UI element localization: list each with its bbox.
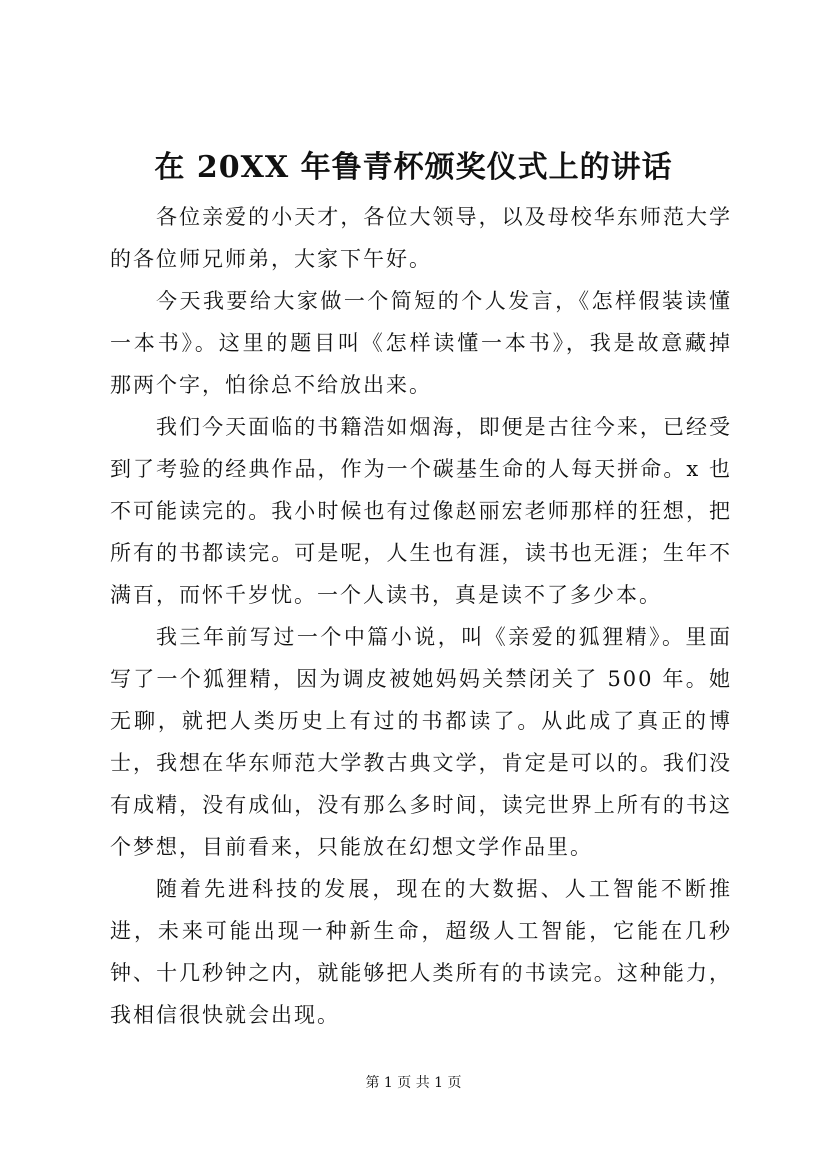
paragraph-ai-future: 随着先进科技的发展，现在的大数据、人工智能不断推进，未来可能出现一种新生命，超级人工智能，它能在几秒钟、十几秒钟之内，就能够把人类所有的书读完。这种能力，我相信很快就会出现。 <box>110 877 732 1027</box>
page-number-footer: 第 1 页 共 1 页 <box>365 1075 462 1091</box>
document-body <box>110 196 732 1036</box>
paragraph-greeting: 各位亲爱的小天才，各位大领导，以及母校华东师范大学的各位师兄师弟，大家下午好。 <box>110 205 732 271</box>
paragraph-speech-topic: 今天我要给大家做一个简短的个人发言，《怎样假装读懂一本书》。这里的题目叫《怎样读懂一本书》，我是故意藏掉那两个字，怕徐总不给放出来。 <box>110 289 732 397</box>
document-title: 在 20XX 年鲁青杯颁奖仪式上的讲话 <box>154 150 673 185</box>
paragraph-fox-novel: 我三年前写过一个中篇小说，叫《亲爱的狐狸精》。里面写了一个狐狸精，因为调皮被她妈妈关禁闭关了 500 年。她无聊，就把人类历史上有过的书都读了。从此成了真正的博士，我想在华东师范大学教古典文学，肯定是可以的。我们没有成精，没有成仙，没有那么多时间，读完世界上所有的书这个梦想，目前看来，只能放在幻想文学作品里。 <box>110 625 732 859</box>
paragraph-reading-limits: 我们今天面临的书籍浩如烟海，即便是古往今来，已经受到了考验的经典作品，作为一个碳基生命的人每天拼命。x 也不可能读完的。我小时候也有过像赵丽宏老师那样的狂想，把所有的书都读完。可是呢，人生也有涯，读书也无涯；生年不满百，而怀千岁忧。一个人读书，真是读不了多少本。 <box>110 415 732 607</box>
